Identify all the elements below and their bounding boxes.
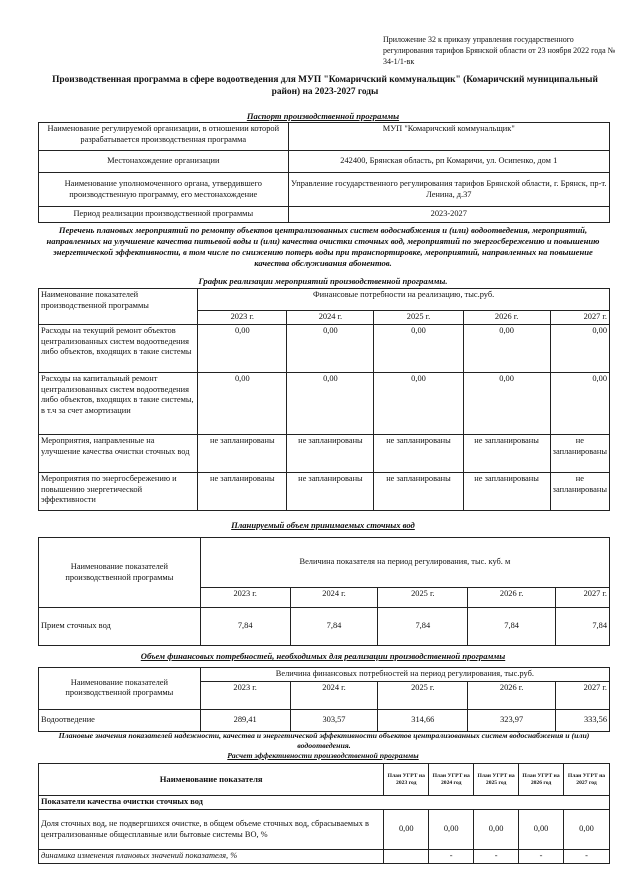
plan-header: План УГРТ на 2026 год [519, 764, 564, 796]
cell-value: 0,00 [287, 325, 374, 373]
year-header: 2027 г. [556, 681, 610, 709]
passport-label: Период реализации производственной программы [39, 207, 289, 223]
year-header: 2023 г. [200, 588, 290, 608]
plan-header: План УГРТ на 2023 год [384, 764, 429, 796]
cell-value: - [519, 850, 564, 864]
passport-value: 242400, Брянская область, рп Комаричи, ул. Осипенко, дом 1 [288, 151, 609, 173]
cell-value: не запланированы [287, 473, 374, 511]
volume-table [38, 537, 610, 646]
cell-value: 7,84 [468, 608, 556, 646]
cell-value: не запланированы [287, 435, 374, 473]
year-header: 2026 г. [468, 588, 556, 608]
cell-value: 7,84 [200, 608, 290, 646]
reliability-heading: Плановые значения показателей надежности, качества и энергетической эффективности объектов централизованных систем водоснабжения и (или) водоотведения. [58, 731, 590, 750]
cell-value: не запланированы [550, 473, 609, 511]
cell-value: не запланированы [463, 473, 550, 511]
cell-value: - [474, 850, 519, 864]
cell-value: 0,00 [564, 810, 610, 850]
row-label: Расходы на текущий ремонт объектов централизованных систем водоотведения либо объектов, входящих в такие системы [39, 325, 198, 373]
cell-value: не запланированы [198, 435, 287, 473]
table-row [39, 473, 610, 511]
reliability-col-header: Наименование показателя [39, 764, 384, 796]
passport-value: Управление государственного регулирования тарифов Брянской области, г. Брянск, пр-т. Ленина, д.37 [288, 173, 609, 207]
cell-value [384, 850, 429, 864]
cell-value: 0,00 [374, 325, 463, 373]
table-row [39, 850, 610, 864]
cell-value: не запланированы [374, 435, 463, 473]
year-header: 2023 г. [198, 311, 287, 325]
cell-value: 7,84 [556, 608, 610, 646]
cell-value: 0,00 [550, 325, 609, 373]
plan-header: План УГРТ на 2024 год [429, 764, 474, 796]
table-row [39, 608, 610, 646]
table-row [39, 373, 610, 435]
passport-heading: Паспорт производственной программы [246, 111, 400, 121]
cell-value: 333,56 [556, 709, 610, 731]
finance-value-header: Величина финансовых потребностей на период регулирования, тыс.руб. [200, 668, 609, 682]
cell-value: 0,00 [463, 325, 550, 373]
cell-value: не запланированы [374, 473, 463, 511]
year-header: 2023 г. [200, 681, 290, 709]
cell-value: не запланированы [550, 435, 609, 473]
order-appendix-note: Приложение 32 к приказу управления государственного регулирования тарифов Брянской области от 23 ноября 2022 года № 34-1/1-вк [383, 35, 616, 66]
finance-table [38, 667, 610, 732]
year-header: 2024 г. [290, 588, 378, 608]
cell-value: 0,00 [374, 373, 463, 435]
table-row [39, 435, 610, 473]
cell-value: не запланированы [463, 435, 550, 473]
cell-value: 314,66 [378, 709, 468, 731]
row-label: Мероприятия по энергосбережению и повышению энергетической эффективности [39, 473, 198, 511]
year-header: 2025 г. [378, 588, 468, 608]
cell-value: - [564, 850, 610, 864]
table-row [39, 325, 610, 373]
row-label: Прием сточных вод [39, 608, 201, 646]
cell-value: 7,84 [290, 608, 378, 646]
indicator-group: Показатели качества очистки сточных вод [39, 796, 610, 810]
schedule-heading: График реализации мероприятий производственной программы. [198, 276, 448, 286]
row-label: Расходы на капитальный ремонт централизованных систем водоотведения либо объектов, входящих в такие системы, в т.ч за счет амортизации [39, 373, 198, 435]
row-label: Мероприятия, направленные на улучшение качества очистки сточных вод [39, 435, 198, 473]
table-row [39, 709, 610, 731]
passport-value: 2023-2027 [288, 207, 609, 223]
cell-value: 0,00 [287, 373, 374, 435]
passport-table [38, 122, 610, 223]
dynamics-label: динамика изменения плановых значений показателя, % [39, 850, 384, 864]
finance-heading: Объем финансовых потребностей, необходимых для реализации производственной программы [140, 651, 506, 661]
cell-value: 0,00 [474, 810, 519, 850]
finance-col-header: Наименование показателей производственной программы [39, 668, 201, 710]
year-header: 2024 г. [290, 681, 378, 709]
volume-value-header: Величина показателя на период регулирования, тыс. куб. м [200, 538, 609, 588]
year-header: 2025 г. [374, 311, 463, 325]
cell-value: 0,00 [198, 325, 287, 373]
schedule-fin-header: Финансовые потребности на реализацию, тыс.руб. [198, 289, 610, 311]
row-label: Доля сточных вод, не подвергшихся очистке, в общем объеме сточных вод, сбрасываемых в централизованные общесплавные или бытовые системы ВО, % [39, 810, 384, 850]
cell-value: 0,00 [519, 810, 564, 850]
cell-value: - [429, 850, 474, 864]
document-title: Производственная программа в сфере водоотведения для МУП "Комаричский коммунальщик" (Комаричский муниципальный район) на 2023-2027 годы [52, 75, 598, 97]
passport-label: Наименование уполномоченного органа, утвердившего производственную программу, его местонахождение [39, 173, 289, 207]
schedule-table [38, 288, 610, 511]
passport-value: МУП "Комаричский коммунальщик" [288, 123, 609, 151]
cell-value: не запланированы [198, 473, 287, 511]
year-header: 2026 г. [468, 681, 556, 709]
table-row [39, 810, 610, 850]
cell-value: 0,00 [429, 810, 474, 850]
cell-value: 289,41 [200, 709, 290, 731]
year-header: 2027 г. [556, 588, 610, 608]
year-header: 2026 г. [463, 311, 550, 325]
cell-value: 303,57 [290, 709, 378, 731]
row-label: Водоотведение [39, 709, 201, 731]
cell-value: 0,00 [384, 810, 429, 850]
volume-heading: Планируемый объем принимаемых сточных вод [231, 520, 415, 530]
passport-label: Местонахождение организации [39, 151, 289, 173]
year-header: 2025 г. [378, 681, 468, 709]
efficiency-heading: Расчет эффективности производственной программы [227, 751, 419, 760]
year-header: 2027 г. [550, 311, 609, 325]
volume-col-header: Наименование показателей производственной программы [39, 538, 201, 608]
cell-value: 0,00 [550, 373, 609, 435]
passport-label: Наименование регулируемой организации, в отношении которой разрабатывается производственная программа [39, 123, 289, 151]
plan-header: План УГРТ на 2027 год [564, 764, 610, 796]
measures-heading: Перечень плановых мероприятий по ремонту объектов централизованных систем водоснабжения и (или) водоотведения, мероприятий, направленных на улучшение качества питьевой воды и (или) качества очистки сточных вод, мероприятий по энергосбережению и повышению энергетической эффективности, в том числе по снижению потерь воды при транспортировке, мероприятий, направленных на повышение качества обслуживания абонентов. [46, 225, 600, 268]
cell-value: 323,97 [468, 709, 556, 731]
cell-value: 0,00 [463, 373, 550, 435]
reliability-table [38, 763, 610, 864]
plan-header: План УГРТ на 2025 год [474, 764, 519, 796]
cell-value: 0,00 [198, 373, 287, 435]
cell-value: 7,84 [378, 608, 468, 646]
schedule-col-header: Наименование показателей производственной программы [39, 289, 198, 325]
year-header: 2024 г. [287, 311, 374, 325]
